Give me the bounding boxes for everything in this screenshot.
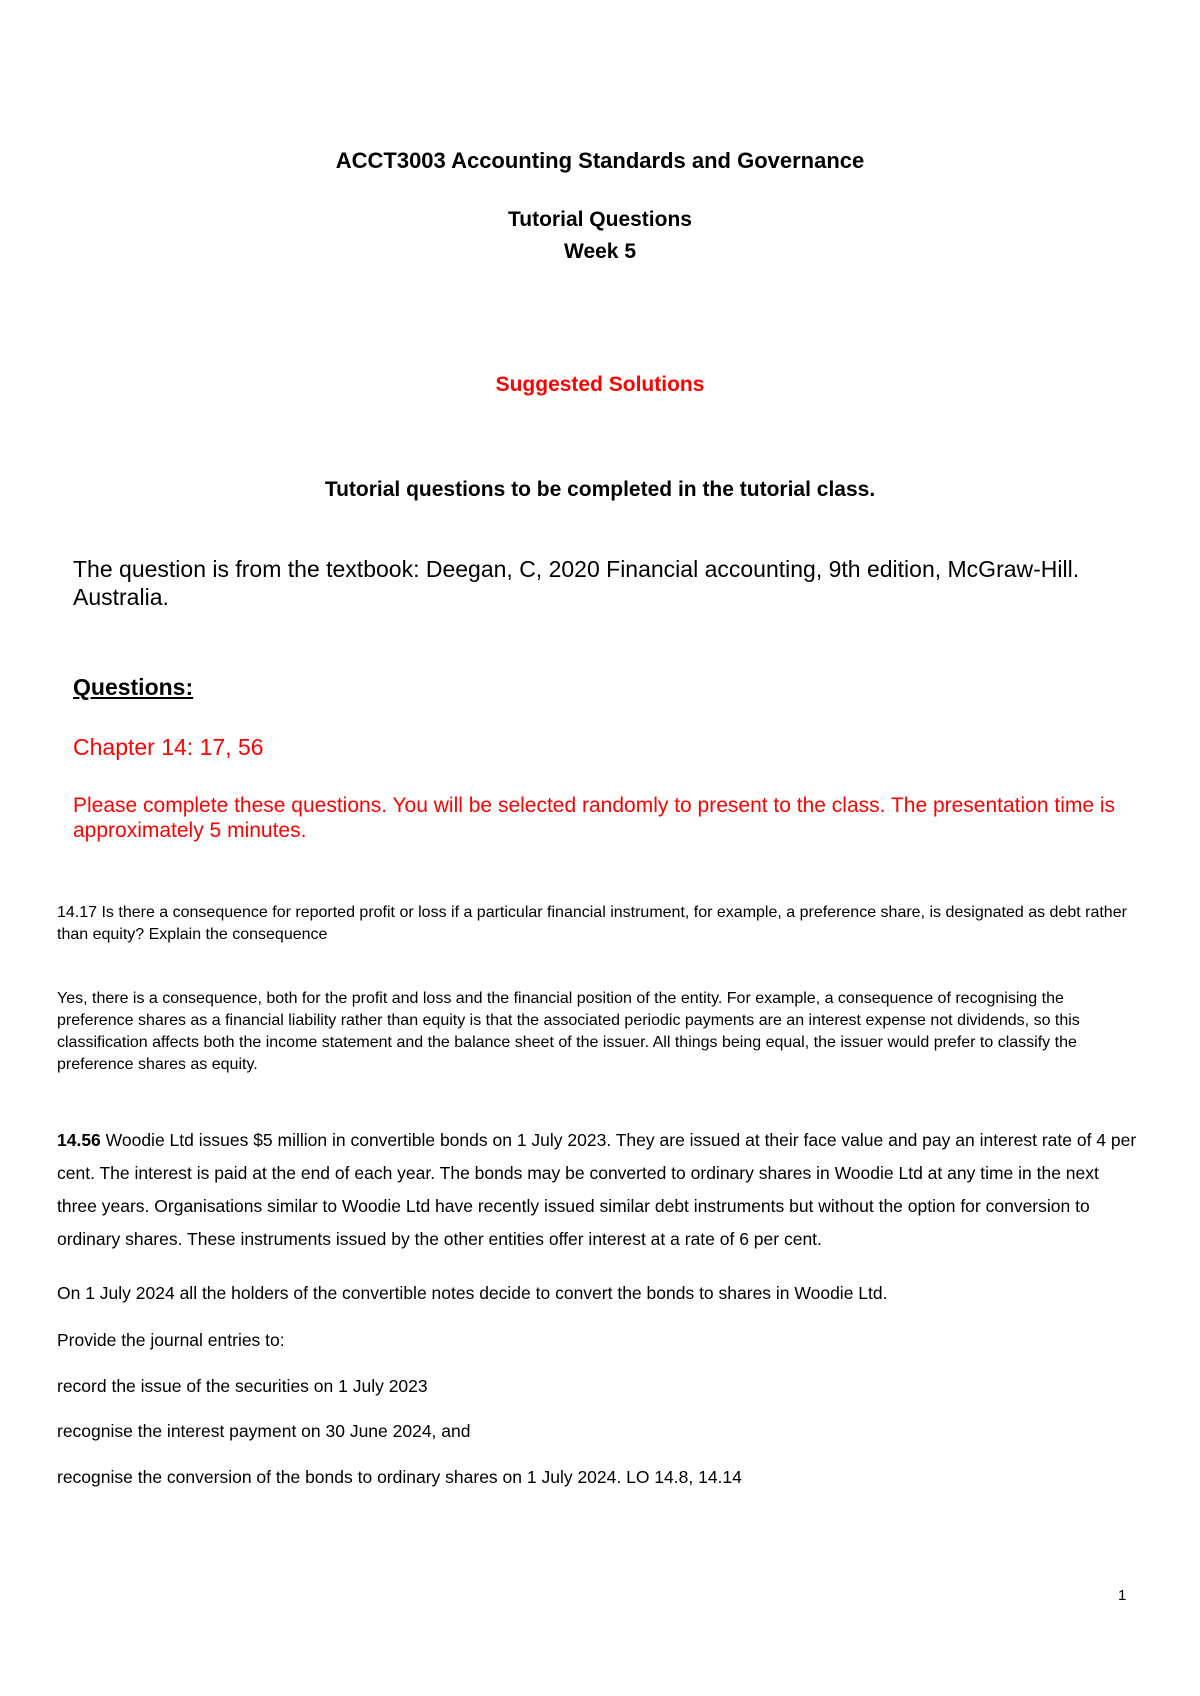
question-14-17: 14.17 Is there a consequence for reported profit or loss if a particular financial instrument, for example, a preference share, is designated as debt rather than equity? Explain the consequence [57,904,1127,943]
instruction-text: Please complete these questions. You will be selected randomly to present to the class. The presentation time is approximately 5 minutes. [73,794,1116,842]
question-line-interest: recognise the interest payment on 30 June 2024, and [57,1421,471,1441]
textbook-reference: The question is from the textbook: Deegan, C, 2020 Financial accounting, 9th edition, McGraw-Hill. Australia. [73,556,1080,610]
answer-14-17: Yes, there is a consequence, both for the profit and loss and the financial position of the entity. For example, a consequence of recognising the preference shares as a financial liability rather than equity is that the associated periodic payments are an interest expense not dividends, so this classification affects both the income statement and the balance sheet of the issuer. All things being equal, the issuer would prefer to classify the preference shares as equity. [57,990,1080,1073]
page-number: 1 [1118,1587,1127,1604]
tutorial-note: Tutorial questions to be completed in the tutorial class. [324,478,876,501]
question-14-56 [57,1124,1137,1256]
question-line-conversion-entry: recognise the conversion of the bonds to ordinary shares on 1 July 2024. LO 14.8, 14.14 [57,1467,742,1487]
question-line-provide: Provide the journal entries to: [57,1330,285,1350]
question-number: 14.56 [57,1130,101,1150]
document-title: ACCT3003 Accounting Standards and Governance [335,148,865,173]
week-heading: Week 5 [564,240,636,263]
questions-heading: Questions: [73,674,194,700]
suggested-solutions-heading: Suggested Solutions [495,373,705,396]
question-body: Woodie Ltd issues $5 million in convertible bonds on 1 July 2023. They are issued at their face value and pay an interest rate of 4 per cent. The interest is paid at the end of each year. The bonds may be converted to ordinary shares in Woodie Ltd at any time in the next three years. Organisations similar to Woodie Ltd have recently issued similar debt instruments but without the option for conversion to ordinary shares. These instruments issued by the other entities offer interest at a rate of 6 per cent. [57,1130,1137,1249]
question-line-issue: record the issue of the securities on 1 July 2023 [57,1376,428,1396]
chapter-reference: Chapter 14: 17, 56 [73,734,264,760]
question-line-conversion: On 1 July 2024 all the holders of the convertible notes decide to convert the bonds to shares in Woodie Ltd. [57,1283,888,1303]
tutorial-questions-heading: Tutorial Questions [508,208,692,231]
